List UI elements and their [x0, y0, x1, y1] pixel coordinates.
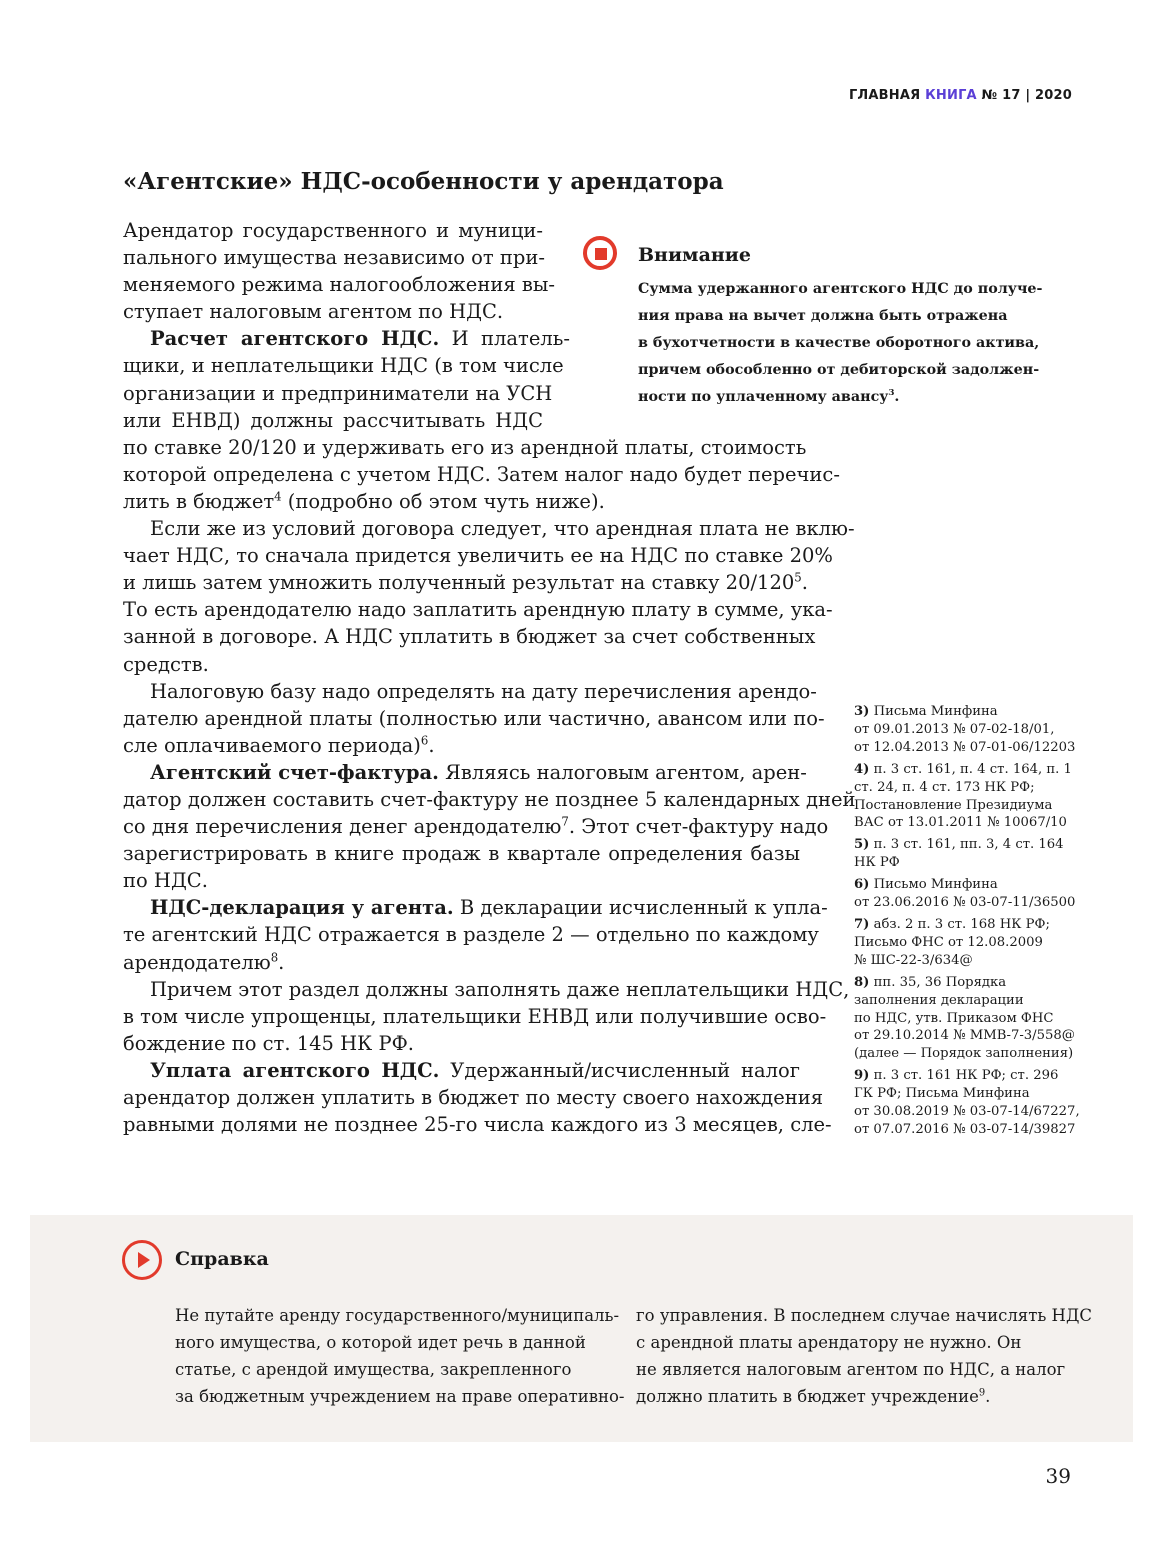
reference-line — [636, 1356, 1092, 1383]
reference-line — [175, 1356, 625, 1383]
text: дателю арендной платы (полностью или частично, авансом или по- — [123, 706, 825, 730]
text: причем обособленно от дебиторской задолжен- — [638, 362, 1040, 378]
text: арендатор должен уплатить в бюджет по месту своего нахождения — [123, 1086, 824, 1109]
text: от 09.01.2013 № 07-02-18/01, — [854, 721, 1055, 737]
footnote-line — [854, 1045, 1084, 1063]
body-line — [123, 759, 807, 786]
text: датор должен составить счет-фактуру не позднее 5 календарных дней — [123, 787, 856, 811]
body-line — [123, 705, 825, 732]
footnote-number: 3) — [854, 704, 870, 719]
footnote — [854, 1067, 1084, 1139]
reference-line — [175, 1383, 625, 1410]
page-number: 39 — [1045, 1464, 1071, 1488]
text: по ставке 20/120 и удерживать его из арендной платы, стоимость — [123, 435, 807, 459]
text: по НДС, утв. Приказом ФНС — [854, 1010, 1054, 1026]
text: заполнения декларации — [854, 992, 1024, 1008]
text: ВАС от 13.01.2011 № 10067/10 — [854, 815, 1067, 831]
footnote-line — [854, 761, 1084, 779]
text: Письмо Минфина — [873, 877, 998, 893]
play-icon — [122, 1240, 162, 1280]
text: занной в договоре. А НДС уплатить в бюджет за счет собственных — [123, 625, 816, 649]
text: не является налоговым агентом по НДС, а налог — [636, 1360, 1066, 1379]
footnote-line — [854, 952, 1084, 970]
text: чает НДС, то сначала придется увеличить ее на НДС по ставке 20% — [123, 544, 833, 568]
body-line — [123, 461, 840, 488]
text: арендодателю — [123, 950, 271, 974]
reference-line — [636, 1383, 1092, 1410]
text: равными долями не позднее 25-го числа каждого из 3 месяцев, сле- — [123, 1113, 832, 1137]
text: (подробно об этом чуть ниже). — [281, 489, 605, 513]
bold-lead: Агентский счет-фактура. — [150, 760, 439, 784]
text: Являясь налоговым агентом, арен- — [438, 760, 807, 784]
footnote — [854, 703, 1084, 757]
body-line — [123, 1111, 832, 1138]
body-line — [123, 949, 800, 976]
footnote — [854, 974, 1084, 1064]
footnote — [854, 916, 1084, 970]
text: меняемого режима налогообложения вы- — [123, 273, 555, 297]
text: организации и предприниматели на УСН — [123, 381, 553, 405]
text: в бухотчетности в качестве оборотного актива, — [638, 335, 1040, 351]
footnote-line — [854, 739, 1084, 757]
reference-line — [636, 1302, 1092, 1329]
text: Письма Минфина — [873, 704, 998, 719]
text: Если же из условий договора следует, что арендная плата не вклю- — [150, 517, 855, 541]
bold-lead: Уплата агентского НДС. — [150, 1058, 440, 1082]
text: ГК РФ; Письма Минфина — [854, 1086, 1030, 1102]
text: Не путайте аренду государственного/муниципаль- — [175, 1306, 620, 1325]
issue-number: № 17 | 2020 — [981, 88, 1072, 103]
text: статье, с арендой имущества, закрепленного — [175, 1360, 572, 1379]
body-line — [123, 325, 570, 352]
body-line — [123, 1084, 824, 1111]
text: Постановление Президиума — [854, 797, 1053, 813]
text: ного имущества, о которой идет речь в данной — [175, 1333, 586, 1352]
body-line — [123, 623, 816, 650]
footnote — [854, 761, 1084, 833]
body-line — [123, 244, 543, 271]
text: абз. 2 п. 3 ст. 168 НК РФ; — [873, 916, 1050, 932]
text: В декларации исчисленный к упла- — [453, 896, 828, 920]
text: зарегистрировать в книге продаж в квартале определения базы — [123, 842, 800, 866]
footnote-number: 5) — [854, 837, 870, 853]
body-line — [123, 894, 828, 921]
attention-line — [638, 384, 1042, 411]
attention-line — [638, 357, 1042, 384]
footnote-line — [854, 934, 1084, 952]
footnote-number: 9) — [854, 1068, 870, 1084]
footnote-ref: 5 — [794, 570, 802, 585]
body-line — [123, 488, 800, 515]
body-line — [123, 813, 829, 840]
footnote-line — [854, 836, 1084, 854]
body-line — [123, 298, 543, 325]
footnote-line — [854, 814, 1084, 832]
footnote-line — [854, 854, 1084, 872]
footnotes — [854, 703, 1084, 1143]
article-title: «Агентские» НДС-особенности у арендатора — [123, 168, 724, 195]
body-line — [123, 921, 819, 948]
body-line — [123, 271, 555, 298]
reference-line — [175, 1329, 625, 1356]
text: или ЕНВД) должны рассчитывать НДС — [123, 408, 543, 432]
text: . — [428, 733, 435, 757]
footnote-ref: 8 — [270, 950, 279, 965]
body-line — [123, 840, 800, 867]
text: лить в бюджет — [123, 489, 275, 513]
text: го управления. В последнем случае начислять НДС — [636, 1306, 1092, 1325]
text: от 29.10.2014 № ММВ-7-3/558@ — [854, 1028, 1075, 1044]
text: которой определена с учетом НДС. Затем налог надо будет перечис- — [123, 462, 840, 486]
text: и лишь затем умножить полученный результат на ставку 20/120 — [123, 571, 795, 595]
text: со дня перечисления денег арендодателю — [123, 815, 562, 839]
reference-line — [175, 1302, 625, 1329]
text: Письмо ФНС от 12.08.2009 — [854, 934, 1043, 950]
text: п. 3 ст. 161, пп. 3, 4 ст. 164 — [873, 837, 1064, 853]
text: п. 3 ст. 161, п. 4 ст. 164, п. 1 — [873, 761, 1072, 777]
body-line — [123, 678, 817, 705]
running-header — [849, 88, 1072, 103]
reference-line — [636, 1329, 1092, 1356]
text: должно платить в бюджет учреждение — [636, 1387, 979, 1406]
footnote — [854, 836, 1084, 872]
footnote-line — [854, 916, 1084, 934]
attention-line — [638, 303, 1042, 330]
text: Налоговую базу надо определять на дату перечисления арендо- — [150, 679, 817, 703]
text: п. 3 ст. 161 НК РФ; ст. 296 — [873, 1068, 1059, 1084]
text: с арендной платы арендатору не нужно. Он — [636, 1333, 1022, 1352]
footnote-ref: 7 — [561, 814, 569, 829]
text: Причем этот раздел должны заполнять даже неплательщики НДС, — [150, 977, 850, 1001]
text: . — [801, 571, 808, 595]
body-line — [123, 380, 553, 407]
text: ния права на вычет должна быть отражена — [638, 308, 1008, 324]
text: от 23.06.2016 № 03-07-11/36500 — [854, 895, 1076, 911]
footnote — [854, 876, 1084, 912]
footnote-line — [854, 1121, 1084, 1139]
stop-icon — [583, 236, 617, 270]
text: НК РФ — [854, 855, 900, 871]
text: . — [278, 950, 285, 974]
bold-lead: Расчет агентского НДС. — [150, 327, 440, 351]
footnote-line — [854, 1027, 1084, 1045]
footnote-ref: 6 — [420, 733, 429, 748]
footnote-line — [854, 876, 1084, 894]
reference-column-2 — [636, 1302, 1092, 1410]
text: пп. 35, 36 Порядка — [873, 974, 1007, 990]
footnote-line — [854, 1103, 1084, 1121]
footnote-ref: 3 — [888, 388, 895, 399]
text: . Этот счет-фактуру надо — [568, 815, 829, 839]
text: те агентский НДС отражается в разделе 2 — отдельно по каждому — [123, 923, 819, 947]
body-line — [123, 515, 855, 542]
bold-lead: НДС-декларация у агента. — [150, 896, 454, 920]
attention-title: Внимание — [638, 244, 751, 266]
text: . — [985, 1387, 991, 1406]
reference-box — [30, 1215, 1133, 1442]
text: ст. 24, п. 4 ст. 173 НК РФ; — [854, 779, 1035, 795]
brand-part2: КНИГА — [925, 88, 977, 103]
text: № ШС-22-3/634@ — [854, 952, 973, 968]
text: от 07.07.2016 № 03-07-14/39827 — [854, 1121, 1076, 1137]
text: от 30.08.2019 № 03-07-14/67227, — [854, 1104, 1080, 1120]
text: И платель- — [439, 327, 570, 351]
brand-part1: ГЛАВНАЯ — [848, 88, 921, 103]
footnote-number: 4) — [854, 761, 870, 777]
footnote-number: 7) — [854, 916, 870, 932]
text: бождение по ст. 145 НК РФ. — [123, 1031, 414, 1055]
body-line — [123, 732, 800, 759]
text: ности по уплаченному авансу — [638, 389, 889, 405]
text: от 12.04.2013 № 07-01-06/12203 — [854, 739, 1076, 755]
body-line — [123, 1030, 800, 1057]
footnote-line — [854, 974, 1084, 992]
text: средств. — [123, 652, 209, 676]
body-line — [123, 1057, 800, 1084]
attention-text — [638, 276, 1042, 411]
text: за бюджетным учреждением на праве оперативно- — [175, 1387, 625, 1406]
footnote-line — [854, 1085, 1084, 1103]
body-line — [123, 352, 564, 379]
text: щики, и неплательщики НДС (в том числе — [123, 354, 564, 378]
footnote-line — [854, 1010, 1084, 1028]
body-line — [123, 434, 807, 461]
text: сле оплачиваемого периода) — [123, 733, 421, 757]
reference-title: Справка — [175, 1248, 269, 1270]
text: (далее — Порядок заполнения) — [854, 1046, 1074, 1062]
body-line — [123, 651, 800, 678]
text: То есть арендодателю надо заплатить арендную плату в сумме, ука- — [123, 598, 833, 622]
text: в том числе упрощенцы, плательщики ЕНВД или получившие осво- — [123, 1004, 827, 1028]
attention-line — [638, 276, 1042, 303]
text: Арендатор государственного и муници- — [123, 219, 543, 242]
body-line — [123, 569, 808, 596]
footnote-line — [854, 992, 1084, 1010]
text: Удержанный/исчисленный налог — [439, 1058, 800, 1082]
footnote-number: 8) — [854, 974, 870, 990]
reference-column-1 — [175, 1302, 625, 1410]
body-line — [123, 217, 543, 244]
attention-line — [638, 330, 1042, 357]
body-line — [123, 596, 833, 623]
footnote-line — [854, 894, 1084, 912]
text: Сумма удержанного агентского НДС до получе- — [638, 281, 1043, 297]
footnote-line — [854, 797, 1084, 815]
footnote-number: 6) — [854, 877, 870, 893]
footnote-line — [854, 1067, 1084, 1085]
body-line — [123, 867, 800, 894]
text: по НДС. — [123, 869, 208, 893]
footnote-ref: 4 — [274, 489, 282, 504]
footnote-line — [854, 721, 1084, 739]
body-line — [123, 786, 856, 813]
body-line — [123, 407, 543, 434]
footnote-ref: 9 — [978, 1387, 986, 1399]
footnote-line — [854, 703, 1084, 721]
text: ступает налоговым агентом по НДС. — [123, 300, 504, 324]
text: пального имущества независимо от при- — [123, 246, 545, 270]
body-line — [123, 1003, 827, 1030]
body-line — [123, 542, 833, 569]
text: . — [894, 389, 900, 405]
body-line — [123, 976, 850, 1003]
footnote-line — [854, 779, 1084, 797]
